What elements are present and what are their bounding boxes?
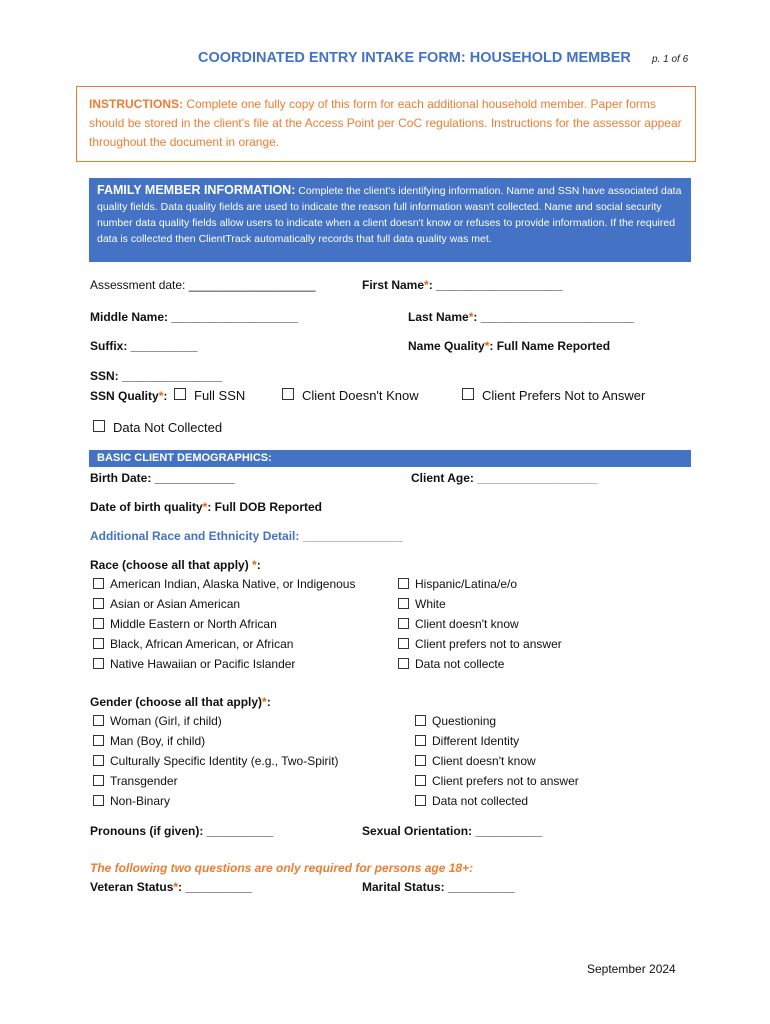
last-name-blank: : _______________________ [473,310,635,324]
required-star: * [262,695,267,709]
gender-option-label: Transgender [110,774,178,788]
first-name-label: First Name [362,278,425,292]
race-option[interactable] [93,594,355,614]
checkbox-icon[interactable] [93,420,105,432]
gender-option-label: Questioning [432,714,497,728]
ssn-option-label: Full SSN [194,388,246,403]
checkbox-icon[interactable] [93,638,104,649]
checkbox-icon[interactable] [93,795,104,806]
gender-option[interactable] [93,791,339,811]
gender-option[interactable] [93,751,339,771]
race-option[interactable] [398,634,562,654]
checkbox-icon[interactable] [93,775,104,786]
family-info-label: FAMILY MEMBER INFORMATION: [97,183,296,197]
checkbox-icon[interactable] [398,578,409,589]
client-age-blank: __________________ [477,471,598,485]
checkbox-icon[interactable] [93,618,104,629]
name-quality-value: : Full Name Reported [489,339,611,353]
birth-date-field[interactable]: Birth Date: ____________ [90,471,235,485]
first-name-blank: : ___________________ [428,278,563,292]
marital-status-field[interactable]: Marital Status: __________ [362,880,515,894]
veteran-status-field[interactable] [90,880,252,894]
gender-option-label: Woman (Girl, if child) [110,714,222,728]
race-option-label: Client doesn't know [415,617,519,631]
middle-name-field[interactable]: Middle Name: ___________________ [90,310,299,324]
gender-option[interactable] [415,771,579,791]
ssn-option-label: Data Not Collected [113,420,223,435]
gender-option[interactable] [415,791,579,811]
checkbox-icon[interactable] [93,658,104,669]
race-option-label: White [415,597,446,611]
checkbox-icon[interactable] [174,388,186,400]
ssn-option-prefers-not[interactable] [462,388,645,403]
family-info-text: Complete the client's identifying information. Name and SSN have associated data quality fields. Data quality fields are used to indicate the reason full information wasn't collected. Name and social security number data quality fields allow users to indicate when a client doesn't know or refuses to provide information. If the required data is collected then ClientTrack automatically records that full data quality was met. [97,185,682,245]
veteran-status-blank: : __________ [178,880,253,894]
race-label-text: Race (choose all that apply) [90,558,253,572]
checkbox-icon[interactable] [398,658,409,669]
gender-option-label: Data not collected [432,794,529,808]
client-age-label: Client Age: [411,471,478,485]
gender-options-left [93,711,339,811]
instructions-text: Complete one fully copy of this form for each additional household member. Paper forms should be stored in the client's file at the Access Point per CoC regulations. Instructions for the assessor appear throughout the document in orange. [89,97,682,149]
gender-option-label: Client prefers not to answer [432,774,579,788]
gender-option-label: Man (Boy, if child) [110,734,206,748]
first-name-field[interactable] [362,278,563,292]
race-option-label: Black, African American, or African [110,637,294,651]
race-options-left [93,574,355,674]
instructions-label: INSTRUCTIONS: [89,97,183,111]
race-option-label: Hispanic/Latina/e/o [415,577,518,591]
name-quality-field [408,339,610,353]
assessment-date-field[interactable]: Assessment date: ___________________ [90,278,316,292]
race-option[interactable] [93,614,355,634]
checkbox-icon[interactable] [282,388,294,400]
ssn-option-label: Client Prefers Not to Answer [482,388,646,403]
checkbox-icon[interactable] [462,388,474,400]
ssn-field[interactable]: SSN: _______________ [90,369,223,383]
race-option[interactable] [398,594,562,614]
required-star: * [424,278,429,292]
required-star: * [484,339,490,353]
gender-option-label: Non-Binary [110,794,171,808]
race-option[interactable] [398,614,562,634]
form-title: COORDINATED ENTRY INTAKE FORM: HOUSEHOLD MEMBER [198,50,631,66]
race-option[interactable] [93,654,355,674]
required-star: * [468,310,474,324]
race-label [90,558,261,572]
name-quality-label: Name Quality [408,339,485,353]
sexual-orientation-field[interactable]: Sexual Orientation: __________ [362,824,543,838]
checkbox-icon[interactable] [93,598,104,609]
race-option-label: Native Hawaiian or Pacific Islander [110,657,296,671]
checkbox-icon[interactable] [93,715,104,726]
checkbox-icon[interactable] [398,598,409,609]
last-name-field[interactable] [408,310,634,324]
checkbox-icon[interactable] [415,735,426,746]
ssn-option-doesnt-know[interactable] [282,388,419,403]
checkbox-icon[interactable] [93,755,104,766]
race-option-label: Data not collecte [415,657,505,671]
dob-quality-label: Date of birth quality [90,500,203,514]
race-option-label: Asian or Asian American [110,597,241,611]
gender-option[interactable] [93,711,339,731]
race-option-label: American Indian, Alaska Native, or Indigenous [110,577,356,591]
gender-option[interactable] [415,731,579,751]
required-star: * [252,558,257,572]
gender-option-label: Different Identity [432,734,520,748]
last-name-label: Last Name [408,310,469,324]
ssn-quality-label [90,389,167,403]
gender-option-label: Culturally Specific Identity (e.g., Two-Spirit) [110,754,339,768]
gender-label [90,695,271,709]
client-age-field[interactable] [411,471,597,485]
gender-option[interactable] [93,731,339,751]
gender-option[interactable] [415,751,579,771]
ssn-option-not-collected[interactable] [93,420,222,435]
checkbox-icon[interactable] [398,638,409,649]
gender-option-label: Client doesn't know [432,754,536,768]
required-star: * [202,500,208,514]
veteran-status-label: Veteran Status [90,880,174,894]
race-option-label: Client prefers not to answer [415,637,562,651]
required-star: * [173,880,179,894]
instructions-box [76,86,696,162]
race-detail-field[interactable]: Additional Race and Ethnicity Detail: _______________ [90,529,403,543]
pronouns-field[interactable]: Pronouns (if given): __________ [90,824,274,838]
race-option[interactable] [398,574,562,594]
footer-date: September 2024 [587,962,676,976]
checkbox-icon[interactable] [415,715,426,726]
checkbox-icon[interactable] [415,775,426,786]
ssn-quality-text: SSN Quality [90,389,159,403]
checkbox-icon[interactable] [93,578,104,589]
family-member-info-box [89,178,691,262]
checkbox-icon[interactable] [415,795,426,806]
demographics-header: BASIC CLIENT DEMOGRAPHICS: [89,450,691,467]
dob-quality-field [90,500,322,514]
checkbox-icon[interactable] [398,618,409,629]
race-option[interactable] [398,654,562,674]
checkbox-icon[interactable] [93,735,104,746]
gender-label-text: Gender (choose all that apply) [90,695,263,709]
required-star: * [158,389,164,403]
race-options-right [398,574,562,674]
page-number: p. 1 of 6 [652,54,689,65]
gender-label-colon: : [266,695,271,709]
adult-questions-note: The following two questions are only required for persons age 18+: [90,861,474,875]
gender-options-right [415,711,579,811]
checkbox-icon[interactable] [415,755,426,766]
race-option-label: Middle Eastern or North African [110,617,277,631]
race-label-colon: : [256,558,261,572]
ssn-quality-colon: : [163,389,168,403]
ssn-option-full[interactable] [174,388,245,403]
dob-quality-value: : Full DOB Reported [207,500,323,514]
gender-option[interactable] [415,711,579,731]
gender-option[interactable] [93,771,339,791]
ssn-option-label: Client Doesn't Know [302,388,419,403]
race-option[interactable] [93,574,355,594]
race-option[interactable] [93,634,355,654]
suffix-field[interactable]: Suffix: __________ [90,339,198,353]
